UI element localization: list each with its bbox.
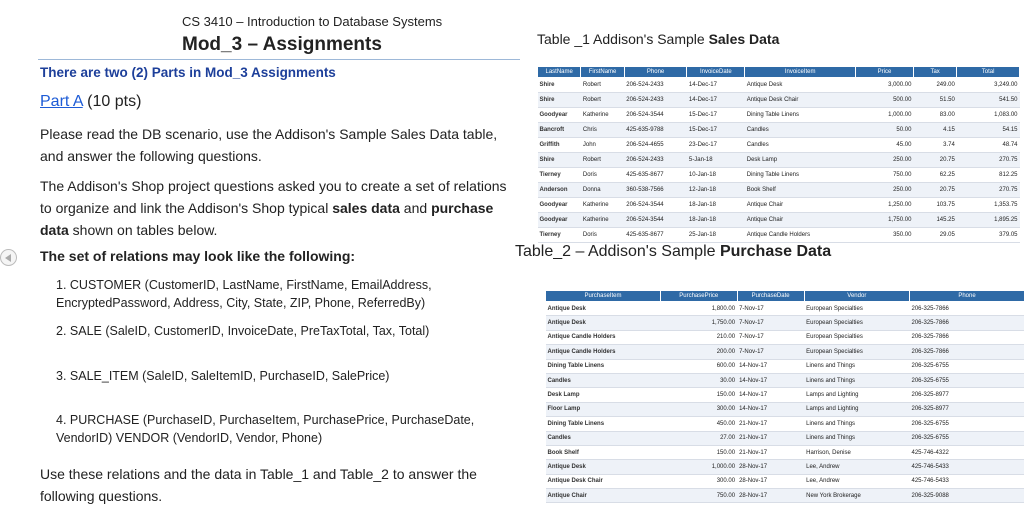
table1-title <box>537 31 779 47</box>
table1-cell: Antique Candle Holders <box>745 228 856 243</box>
table1-cell: 18-Jan-18 <box>687 213 745 228</box>
table1-cell: 1,250.00 <box>856 198 914 213</box>
table2-cell: Linens and Things <box>804 417 909 431</box>
table1-cell: 1,750.00 <box>856 213 914 228</box>
table2-title-prefix: Table_2 – Addison's Sample <box>515 243 720 260</box>
table2-cell: Antique Candle Holders <box>546 330 661 344</box>
table1-cell: 10-Jan-18 <box>687 168 745 183</box>
table2-cell: Lamps and Lighting <box>804 388 909 402</box>
table1-cell: Griffith <box>538 138 581 153</box>
table1-col-header: InvoiceItem <box>745 67 856 78</box>
table-row <box>546 431 1024 445</box>
table1-cell: Katherine <box>581 213 624 228</box>
table2-cell: 27.00 <box>660 431 737 445</box>
project-text: The Addison's Shop project questions asked you to create a set of relations to organize and link the Addison's Shop typical <box>40 178 507 216</box>
table1-cell: Antique Chair <box>745 213 856 228</box>
table2-cell: European Specialties <box>804 316 909 330</box>
relation-sale-item: 3. SALE_ITEM (SaleID, SaleItemID, PurchaseID, SalePrice) <box>56 369 390 383</box>
table1-cell: Antique Desk Chair <box>745 93 856 108</box>
relations-heading: The set of relations may look like the following: <box>40 248 356 264</box>
table-row <box>546 388 1024 402</box>
table1-cell: 3,249.00 <box>957 78 1020 93</box>
tables-panel <box>515 0 1024 525</box>
table2-cell: 14-Nov-17 <box>737 359 804 373</box>
table2-cell: 14-Nov-17 <box>737 388 804 402</box>
table2-cell: 150.00 <box>660 388 737 402</box>
table1-cell: 20.75 <box>913 183 956 198</box>
table2-cell: Linens and Things <box>804 431 909 445</box>
table1-cell: 812.25 <box>957 168 1020 183</box>
table2-cell: European Specialties <box>804 330 909 344</box>
table1-cell: Katherine <box>581 108 624 123</box>
table1-cell: Goodyear <box>538 213 581 228</box>
table1-cell: Katherine <box>581 198 624 213</box>
table2-cell: 206-325-8977 <box>910 402 1024 416</box>
table1-cell: 1,083.00 <box>957 108 1020 123</box>
table1-cell: Candles <box>745 138 856 153</box>
table1-cell: 1,353.75 <box>957 198 1020 213</box>
table1-cell: Shire <box>538 78 581 93</box>
table-row <box>538 198 1020 213</box>
purchase-data-table <box>545 290 1024 503</box>
table2-cell: 7-Nov-17 <box>737 330 804 344</box>
table2-cell: Linens and Things <box>804 373 909 387</box>
sales-data-term: sales data <box>332 200 400 216</box>
table-row <box>546 489 1024 503</box>
part-a-points: (10 pts) <box>87 93 142 110</box>
table2-cell: 150.00 <box>660 445 737 459</box>
table2-cell: Antique Desk <box>546 316 661 330</box>
project-text-end: shown on tables below. <box>68 222 218 238</box>
table2-cell: Antique Desk <box>546 302 661 316</box>
table1-cell: 270.75 <box>957 183 1020 198</box>
table1-cell: Goodyear <box>538 108 581 123</box>
closing-paragraph: Use these relations and the data in Table_1 and Table_2 to answer the following questions. <box>40 466 477 504</box>
table2-cell: 425-746-5433 <box>910 474 1024 488</box>
table2-cell: Antique Desk <box>546 460 661 474</box>
table2-cell: 206-325-7866 <box>910 330 1024 344</box>
table1-header-row <box>538 67 1020 78</box>
table2-cell: 28-Nov-17 <box>737 474 804 488</box>
table1-cell: 23-Dec-17 <box>687 138 745 153</box>
table2-cell: 7-Nov-17 <box>737 302 804 316</box>
table-row <box>546 345 1024 359</box>
table-row <box>546 460 1024 474</box>
table1-title-prefix: Table _1 Addison's Sample <box>537 31 709 47</box>
table1-col-header: InvoiceDate <box>687 67 745 78</box>
table2-cell: 210.00 <box>660 330 737 344</box>
table1-cell: 206-524-2433 <box>624 78 687 93</box>
table2-cell: Lee, Andrew <box>804 474 909 488</box>
table2-cell: 1,800.00 <box>660 302 737 316</box>
table1-cell: Desk Lamp <box>745 153 856 168</box>
table1-cell: 145.25 <box>913 213 956 228</box>
relation-purchase-vendor: 4. PURCHASE (PurchaseID, PurchaseItem, PurchasePrice, PurchaseDate, VendorID) VENDOR (VendorID, Vendor, Phone) <box>56 413 475 445</box>
table2-cell: 206-325-6755 <box>910 431 1024 445</box>
table1-cell: 83.00 <box>913 108 956 123</box>
table1-cell: Donna <box>581 183 624 198</box>
table1-cell: 14-Dec-17 <box>687 93 745 108</box>
table1-cell: Shire <box>538 153 581 168</box>
table2-cell: 750.00 <box>660 489 737 503</box>
sales-data-table <box>537 66 1020 243</box>
table2-cell: Harrison, Denise <box>804 445 909 459</box>
instructions-paragraph: Please read the DB scenario, use the Addison's Sample Sales Data table, and answer the following questions. <box>40 126 498 164</box>
table1-cell: 206-524-2433 <box>624 153 687 168</box>
table2-col-header: PurchaseDate <box>737 291 804 302</box>
table1-title-emphasis: Sales Data <box>708 31 780 47</box>
table2-cell: 300.00 <box>660 402 737 416</box>
table-row <box>538 213 1020 228</box>
table2-cell: 21-Nov-17 <box>737 431 804 445</box>
table2-cell: 206-325-6755 <box>910 359 1024 373</box>
table1-cell: Doris <box>581 168 624 183</box>
table2-cell: 30.00 <box>660 373 737 387</box>
table1-cell: 54.15 <box>957 123 1020 138</box>
table2-col-header: Phone <box>910 291 1024 302</box>
table1-cell: 50.00 <box>856 123 914 138</box>
table1-cell: Tierney <box>538 228 581 243</box>
table2-cell: Dining Table Linens <box>546 359 661 373</box>
table1-cell: Robert <box>581 78 624 93</box>
table2-cell: Dining Table Linens <box>546 417 661 431</box>
table-row <box>546 330 1024 344</box>
table2-cell: 1,000.00 <box>660 460 737 474</box>
table1-cell: 206-524-3544 <box>624 198 687 213</box>
parts-note: There are two (2) Parts in Mod_3 Assignments <box>40 65 336 80</box>
table2-cell: 14-Nov-17 <box>737 373 804 387</box>
table1-cell: 62.25 <box>913 168 956 183</box>
table1-cell: 14-Dec-17 <box>687 78 745 93</box>
table-row <box>538 228 1020 243</box>
table2-cell: 206-325-7866 <box>910 345 1024 359</box>
table-row <box>538 93 1020 108</box>
table1-cell: 1,895.25 <box>957 213 1020 228</box>
table2-cell: Floor Lamp <box>546 402 661 416</box>
table1-cell: 20.75 <box>913 153 956 168</box>
table-row <box>546 474 1024 488</box>
relation-sale: 2. SALE (SaleID, CustomerID, InvoiceDate, PreTaxTotal, Tax, Total) <box>56 324 430 338</box>
previous-page-icon[interactable] <box>0 249 17 266</box>
table1-cell: Antique Chair <box>745 198 856 213</box>
table1-cell: Doris <box>581 228 624 243</box>
table2-cell: Desk Lamp <box>546 388 661 402</box>
table-row <box>538 108 1020 123</box>
table1-cell: Candles <box>745 123 856 138</box>
table2-cell: 206-325-7866 <box>910 302 1024 316</box>
table2-cell: 14-Nov-17 <box>737 402 804 416</box>
table1-cell: 206-524-3544 <box>624 213 687 228</box>
table1-cell: 51.50 <box>913 93 956 108</box>
purchase-data-term: purchase data <box>40 200 494 238</box>
module-title: Mod_3 – Assignments <box>182 34 382 55</box>
table2-cell: 206-325-9088 <box>910 489 1024 503</box>
table1-cell: Dining Table Linens <box>745 168 856 183</box>
course-title: CS 3410 – Introduction to Database Systems <box>182 14 443 29</box>
table-row <box>538 138 1020 153</box>
table1-cell: 350.00 <box>856 228 914 243</box>
table-row <box>546 316 1024 330</box>
table1-cell: 15-Dec-17 <box>687 123 745 138</box>
table1-cell: 103.75 <box>913 198 956 213</box>
table1-cell: Robert <box>581 93 624 108</box>
table2-cell: European Specialties <box>804 345 909 359</box>
table1-cell: Chris <box>581 123 624 138</box>
table1-cell: Book Shelf <box>745 183 856 198</box>
table-row <box>546 402 1024 416</box>
table1-cell: 206-524-4655 <box>624 138 687 153</box>
table1-cell: 206-524-3544 <box>624 108 687 123</box>
part-a-heading <box>40 93 141 111</box>
table2-cell: 21-Nov-17 <box>737 417 804 431</box>
title-rule <box>38 59 520 60</box>
table2-cell: 425-746-5433 <box>910 460 1024 474</box>
table2-cell: Candles <box>546 431 661 445</box>
table1-cell: 250.00 <box>856 153 914 168</box>
table1-cell: Bancroft <box>538 123 581 138</box>
table2-cell: Lee, Andrew <box>804 460 909 474</box>
table1-cell: 4.15 <box>913 123 956 138</box>
table1-col-header: Phone <box>624 67 687 78</box>
table2-header-row <box>546 291 1024 302</box>
table1-cell: Robert <box>581 153 624 168</box>
table-row <box>538 168 1020 183</box>
table1-cell: 45.00 <box>856 138 914 153</box>
table2-cell: 206-325-6755 <box>910 373 1024 387</box>
table1-cell: 250.00 <box>856 183 914 198</box>
table2-cell: Antique Chair <box>546 489 661 503</box>
table2-col-header: PurchaseItem <box>546 291 661 302</box>
table2-cell: 600.00 <box>660 359 737 373</box>
part-a-link[interactable]: Part A <box>40 93 83 110</box>
table2-cell: 21-Nov-17 <box>737 445 804 459</box>
table2-cell: 206-325-8977 <box>910 388 1024 402</box>
table1-cell: 270.75 <box>957 153 1020 168</box>
relation-customer: 1. CUSTOMER (CustomerID, LastName, FirstName, EmailAddress, EncryptedPassword, Address, City, State, ZIP, Phone, ReferredBy) <box>56 278 432 310</box>
table2-cell: 28-Nov-17 <box>737 460 804 474</box>
table1-cell: 500.00 <box>856 93 914 108</box>
table1-cell: 18-Jan-18 <box>687 198 745 213</box>
table1-cell: 12-Jan-18 <box>687 183 745 198</box>
table2-cell: 206-325-7866 <box>910 316 1024 330</box>
table2-col-header: PurchasePrice <box>660 291 737 302</box>
table1-cell: 3,000.00 <box>856 78 914 93</box>
table1-cell: Antique Desk <box>745 78 856 93</box>
table1-cell: Dining Table Linens <box>745 108 856 123</box>
table1-cell: 29.05 <box>913 228 956 243</box>
table2-title <box>515 243 831 261</box>
table1-cell: 541.50 <box>957 93 1020 108</box>
table-row <box>546 359 1024 373</box>
table1-cell: 206-524-2433 <box>624 93 687 108</box>
table-row <box>538 153 1020 168</box>
table-row <box>546 373 1024 387</box>
table-row <box>546 302 1024 316</box>
table1-col-header: Price <box>856 67 914 78</box>
table1-cell: Goodyear <box>538 198 581 213</box>
table2-cell: 28-Nov-17 <box>737 489 804 503</box>
table1-col-header: FirstName <box>581 67 624 78</box>
table1-cell: 379.05 <box>957 228 1020 243</box>
table2-cell: 200.00 <box>660 345 737 359</box>
table2-cell: Antique Desk Chair <box>546 474 661 488</box>
table1-cell: 25-Jan-18 <box>687 228 745 243</box>
table1-col-header: LastName <box>538 67 581 78</box>
table1-cell: John <box>581 138 624 153</box>
table2-cell: European Specialties <box>804 302 909 316</box>
table1-cell: 5-Jan-18 <box>687 153 745 168</box>
table2-cell: 206-325-6755 <box>910 417 1024 431</box>
table1-cell: 249.00 <box>913 78 956 93</box>
table1-cell: Shire <box>538 93 581 108</box>
table-row <box>538 78 1020 93</box>
table2-cell: 7-Nov-17 <box>737 316 804 330</box>
table1-cell: 425-635-8677 <box>624 228 687 243</box>
table1-cell: 425-635-9788 <box>624 123 687 138</box>
table-row <box>538 123 1020 138</box>
table1-cell: Tierney <box>538 168 581 183</box>
table1-cell: 750.00 <box>856 168 914 183</box>
table1-col-header: Total <box>957 67 1020 78</box>
table2-col-header: Vendor <box>804 291 909 302</box>
table2-cell: New York Brokerage <box>804 489 909 503</box>
table2-cell: Linens and Things <box>804 359 909 373</box>
table1-cell: 15-Dec-17 <box>687 108 745 123</box>
table-row <box>546 417 1024 431</box>
table2-cell: Book Shelf <box>546 445 661 459</box>
table1-cell: 3.74 <box>913 138 956 153</box>
table2-cell: Antique Candle Holders <box>546 345 661 359</box>
table1-cell: 425-635-8677 <box>624 168 687 183</box>
table1-cell: 48.74 <box>957 138 1020 153</box>
project-paragraph <box>40 175 520 241</box>
table1-cell: 360-538-7566 <box>624 183 687 198</box>
table2-cell: Lamps and Lighting <box>804 402 909 416</box>
table-row <box>546 445 1024 459</box>
table1-col-header: Tax <box>913 67 956 78</box>
table2-cell: 7-Nov-17 <box>737 345 804 359</box>
table-row <box>538 183 1020 198</box>
table2-cell: 450.00 <box>660 417 737 431</box>
table2-cell: 425-746-4322 <box>910 445 1024 459</box>
table1-cell: 1,000.00 <box>856 108 914 123</box>
table2-cell: Candles <box>546 373 661 387</box>
and-text: and <box>399 200 432 216</box>
table2-title-emphasis: Purchase Data <box>719 243 832 260</box>
table2-cell: 300.00 <box>660 474 737 488</box>
table2-cell: 1,750.00 <box>660 316 737 330</box>
table1-cell: Anderson <box>538 183 581 198</box>
